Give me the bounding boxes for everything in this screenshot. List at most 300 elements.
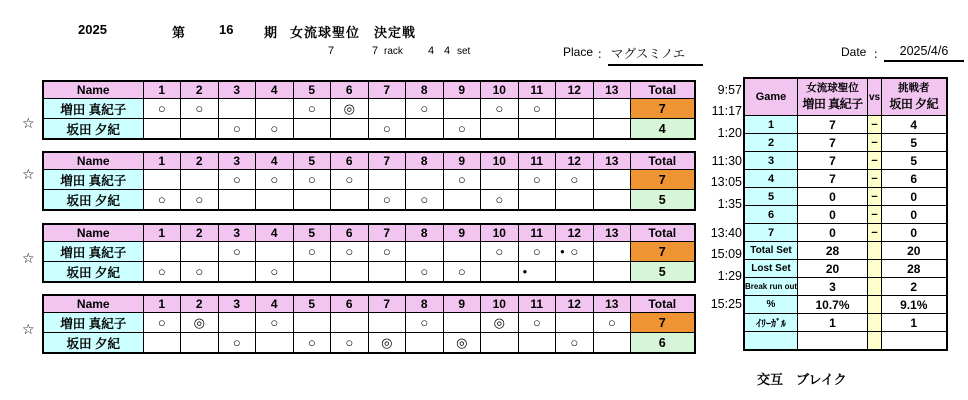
rack-result-cell <box>443 119 481 140</box>
rack-column-header: 8 <box>406 295 444 313</box>
rack-result-cell <box>331 190 369 211</box>
rack-result-cell <box>256 333 294 354</box>
rack-result-cell <box>368 119 406 140</box>
rack-result-cell <box>293 119 331 140</box>
rack-column-header: 2 <box>181 224 219 242</box>
date-value: 2025/4/6 <box>884 44 964 62</box>
set-total-cell: 7 <box>631 170 695 190</box>
rack-column-header: 5 <box>293 81 331 99</box>
rack-column-header: 5 <box>293 152 331 170</box>
rack-column-header: 12 <box>556 295 594 313</box>
rack-result-cell <box>443 313 481 333</box>
player-name-cell: 増田 真紀子 <box>43 99 143 119</box>
rack-result-cell <box>181 242 219 262</box>
rack-result-cell <box>518 119 556 140</box>
champion-score-cell: 7 <box>798 134 868 152</box>
rack-result-cell <box>518 170 556 190</box>
rack-result-cell <box>143 190 181 211</box>
total-column-header: Total <box>631 224 695 242</box>
set-number-1: 4 <box>428 45 435 57</box>
rack-result-cell <box>293 170 331 190</box>
rack-win-icon: ○ <box>495 192 504 207</box>
set-number-2: 4 <box>444 45 451 57</box>
rack-win-icon: ○ <box>270 172 279 187</box>
stat-label-cell: Total Set <box>744 242 798 260</box>
rack-result-cell <box>593 190 631 211</box>
rack-column-header: 11 <box>518 224 556 242</box>
rack-win-icon: ○ <box>532 315 541 330</box>
rack-column-header: 6 <box>331 295 369 313</box>
set-total-cell: 7 <box>631 99 695 119</box>
rack-result-cell <box>406 262 444 283</box>
rack-column-header: 5 <box>293 295 331 313</box>
rack-column-header: 3 <box>218 295 256 313</box>
rack-win-icon: ○ <box>307 172 316 187</box>
rack-result-cell <box>556 170 594 190</box>
player-row <box>43 170 695 190</box>
rack-result-cell <box>181 99 219 119</box>
vs-filler-cell <box>868 296 882 314</box>
challenger-score-cell: 0 <box>882 188 947 206</box>
rack-win-icon: ○ <box>232 335 241 350</box>
rack-win-icon: ○ <box>157 264 166 279</box>
rack-result-cell <box>406 242 444 262</box>
rack-result-cell <box>218 170 256 190</box>
rack-win-icon: ○ <box>532 172 541 187</box>
name-column-header: Name <box>43 295 143 313</box>
time-value: 13:40 <box>710 226 742 240</box>
total-column-header: Total <box>631 295 695 313</box>
summary-stat-row <box>744 296 947 314</box>
rack-result-cell <box>218 313 256 333</box>
rack-result-cell <box>181 190 219 211</box>
rack-column-header: 8 <box>406 152 444 170</box>
champion-stat-cell: 28 <box>798 242 868 260</box>
rack-column-header: 7 <box>368 152 406 170</box>
rack-result-cell <box>406 313 444 333</box>
rack-win-icon: ○ <box>532 101 541 116</box>
player-name-cell: 増田 真紀子 <box>43 313 143 333</box>
rack-result-cell <box>331 262 369 283</box>
champion-stat-cell: 10.7% <box>798 296 868 314</box>
set-times <box>698 294 742 314</box>
rack-win-icon: ○ <box>457 172 466 187</box>
rack-win-icon: ○ <box>607 315 616 330</box>
game-number-cell: 1 <box>744 116 798 134</box>
rack-column-header: 10 <box>481 81 519 99</box>
rack-result-cell <box>556 190 594 211</box>
rack-column-header: 10 <box>481 152 519 170</box>
dot-marker-icon: ● <box>522 266 528 276</box>
rack-column-header: 8 <box>406 224 444 242</box>
rack-result-cell <box>556 242 594 262</box>
rack-column-header: 2 <box>181 152 219 170</box>
break-format-note: 交互 ブレイク <box>757 372 847 387</box>
rack-column-header: 9 <box>443 152 481 170</box>
player-name-cell: 増田 真紀子 <box>43 242 143 262</box>
time-value: 1:35 <box>717 197 742 211</box>
set-total-cell: 5 <box>631 190 695 211</box>
challenger-stat-cell: 20 <box>882 242 947 260</box>
rack-result-cell <box>293 313 331 333</box>
rack-win-icon: ○ <box>345 335 354 350</box>
break-star-icon: ☆ <box>22 166 35 182</box>
rack-result-cell <box>593 313 631 333</box>
rack-result-cell <box>406 170 444 190</box>
rack-column-header: 7 <box>368 81 406 99</box>
player-row <box>43 333 695 354</box>
game-number-cell: 5 <box>744 188 798 206</box>
rack-result-cell <box>256 242 294 262</box>
event-title: 女流球聖位 決定戦 <box>290 25 417 40</box>
rack-win-icon: ○ <box>345 244 354 259</box>
rack-win-icon: ○ <box>232 121 241 136</box>
rack-win-icon: ○ <box>307 244 316 259</box>
stat-label-cell: Break run out <box>744 278 798 296</box>
rack-column-header: 6 <box>331 224 369 242</box>
rack-result-cell <box>331 242 369 262</box>
player-row <box>43 262 695 283</box>
champion-score-cell: 0 <box>798 188 868 206</box>
rack-result-cell <box>481 313 519 333</box>
rack-column-header: 4 <box>256 224 294 242</box>
date-label: Date <box>841 45 867 59</box>
rack-win-icon: ○ <box>570 244 579 259</box>
rack-column-header: 10 <box>481 295 519 313</box>
rack-win-icon: ○ <box>420 264 429 279</box>
rack-result-cell <box>181 313 219 333</box>
rack-win-icon: ○ <box>232 172 241 187</box>
date-colon: ： <box>873 47 886 61</box>
rack-result-cell <box>443 170 481 190</box>
period-number: 16 <box>219 22 234 37</box>
champion-stat-cell: 3 <box>798 278 868 296</box>
break-run-out-icon: ◎ <box>343 100 355 116</box>
rack-result-cell <box>556 262 594 283</box>
summary-game-row <box>744 206 947 224</box>
place-label: Place <box>563 45 594 59</box>
rack-column-header: 9 <box>443 224 481 242</box>
set-total-cell: 5 <box>631 262 695 283</box>
rack-result-cell <box>218 242 256 262</box>
vs-filler-cell <box>868 278 882 296</box>
rack-win-icon: ○ <box>157 315 166 330</box>
champion-stat-cell: 20 <box>798 260 868 278</box>
rack-result-cell <box>331 333 369 354</box>
rack-column-header: 1 <box>143 224 181 242</box>
rack-result-cell <box>256 262 294 283</box>
game-number-cell: 2 <box>744 134 798 152</box>
rack-column-header: 12 <box>556 152 594 170</box>
rack-column-header: 6 <box>331 152 369 170</box>
rack-result-cell <box>518 313 556 333</box>
rack-column-header: 9 <box>443 81 481 99</box>
game-column-header: Game <box>744 78 798 116</box>
rack-result-cell <box>293 262 331 283</box>
rack-column-header: 13 <box>593 81 631 99</box>
champion-score-cell: 7 <box>798 152 868 170</box>
rack-result-cell <box>443 99 481 119</box>
rack-column-header: 1 <box>143 81 181 99</box>
rack-win-icon: ○ <box>495 244 504 259</box>
player-name-cell: 坂田 夕紀 <box>43 190 143 211</box>
rack-result-cell <box>368 242 406 262</box>
set-header-row <box>43 295 695 313</box>
rack-win-icon: ○ <box>570 335 579 350</box>
stat-label-cell <box>744 332 798 351</box>
summary-game-row <box>744 134 947 152</box>
rack-result-cell <box>368 313 406 333</box>
rack-result-cell <box>256 313 294 333</box>
summary-game-row <box>744 152 947 170</box>
vs-dash-cell: − <box>868 206 882 224</box>
champion-title: 女流球聖位 <box>806 82 859 94</box>
rack-result-cell <box>518 333 556 354</box>
rack-win-icon: ○ <box>382 192 391 207</box>
rack-result-cell <box>593 242 631 262</box>
champion-stat-cell: 1 <box>798 314 868 332</box>
rack-result-cell <box>481 262 519 283</box>
challenger-stat-cell <box>882 332 947 351</box>
rack-result-cell <box>293 242 331 262</box>
stat-label-cell: Lost Set <box>744 260 798 278</box>
rack-column-header: 7 <box>368 224 406 242</box>
vs-dash-cell: − <box>868 152 882 170</box>
rack-result-cell <box>218 262 256 283</box>
vs-dash-cell: − <box>868 188 882 206</box>
rack-column-header: 13 <box>593 224 631 242</box>
rack-result-cell <box>406 333 444 354</box>
challenger-stat-cell: 1 <box>882 314 947 332</box>
set-table-3 <box>42 223 696 283</box>
set-label: set <box>457 46 471 57</box>
name-column-header: Name <box>43 152 143 170</box>
rack-result-cell <box>556 119 594 140</box>
rack-column-header: 8 <box>406 81 444 99</box>
challenger-score-cell: 0 <box>882 206 947 224</box>
vs-filler-cell <box>868 260 882 278</box>
break-star-icon: ☆ <box>22 250 35 266</box>
champion-name: 増田 真紀子 <box>802 97 863 111</box>
rack-result-cell <box>143 170 181 190</box>
champion-score-cell: 0 <box>798 224 868 242</box>
player-name-cell: 坂田 夕紀 <box>43 262 143 283</box>
break-run-out-icon: ◎ <box>381 334 393 350</box>
summary-game-row <box>744 170 947 188</box>
summary-header-row <box>744 78 947 116</box>
year-text: 2025 <box>78 22 107 37</box>
break-star-icon: ☆ <box>22 115 35 131</box>
set-times <box>698 151 742 215</box>
rack-result-cell <box>481 170 519 190</box>
rack-result-cell <box>256 99 294 119</box>
time-value: 9:57 <box>717 83 742 97</box>
player-name-cell: 増田 真紀子 <box>43 170 143 190</box>
time-value: 11:17 <box>711 104 742 118</box>
vs-filler-cell <box>868 332 882 351</box>
rack-result-cell <box>481 333 519 354</box>
rack-result-cell <box>593 262 631 283</box>
rack-column-header: 13 <box>593 295 631 313</box>
rack-result-cell <box>293 333 331 354</box>
summary-game-row <box>744 224 947 242</box>
summary-stat-row <box>744 278 947 296</box>
rack-column-header: 11 <box>518 295 556 313</box>
rack-column-header: 1 <box>143 152 181 170</box>
champion-stat-cell <box>798 332 868 351</box>
rack-result-cell <box>481 119 519 140</box>
rack-result-cell <box>293 190 331 211</box>
time-value: 1:20 <box>717 126 742 140</box>
player-name-cell: 坂田 夕紀 <box>43 333 143 354</box>
rack-result-cell <box>218 119 256 140</box>
rack-result-cell <box>143 333 181 354</box>
rack-result-cell <box>143 99 181 119</box>
rack-result-cell <box>481 242 519 262</box>
challenger-column-header <box>882 78 947 116</box>
summary-stat-row <box>744 242 947 260</box>
rack-win-icon: ○ <box>307 101 316 116</box>
rack-win-icon: ○ <box>457 121 466 136</box>
player-row <box>43 99 695 119</box>
vs-filler-cell <box>868 242 882 260</box>
summary-stat-row <box>744 314 947 332</box>
stat-label-cell: ｲﾘｰｶﾞﾙ <box>744 314 798 332</box>
rack-result-cell <box>181 333 219 354</box>
rack-result-cell <box>518 242 556 262</box>
challenger-score-cell: 5 <box>882 152 947 170</box>
rack-column-header: 6 <box>331 81 369 99</box>
challenger-score-cell: 0 <box>882 224 947 242</box>
time-value: 13:05 <box>710 175 742 189</box>
rack-result-cell <box>556 99 594 119</box>
time-value: 15:09 <box>710 247 742 261</box>
rack-win-icon: ○ <box>270 264 279 279</box>
vs-dash-cell: − <box>868 116 882 134</box>
player-name-cell: 坂田 夕紀 <box>43 119 143 140</box>
rack-result-cell <box>593 119 631 140</box>
vs-column-header: vs <box>868 78 882 116</box>
rack-column-header: 4 <box>256 81 294 99</box>
rack-column-header: 2 <box>181 81 219 99</box>
challenger-score-cell: 5 <box>882 134 947 152</box>
rack-result-cell <box>556 313 594 333</box>
ki-text: 期 <box>264 25 278 40</box>
rack-result-cell <box>331 313 369 333</box>
game-number-cell: 3 <box>744 152 798 170</box>
set-header-row <box>43 81 695 99</box>
challenger-stat-cell: 2 <box>882 278 947 296</box>
game-number-cell: 4 <box>744 170 798 188</box>
total-column-header: Total <box>631 81 695 99</box>
rack-win-icon: ○ <box>157 192 166 207</box>
race-number-1: 7 <box>328 45 335 57</box>
champion-column-header <box>798 78 868 116</box>
rack-win-icon: ○ <box>382 244 391 259</box>
challenger-stat-cell: 9.1% <box>882 296 947 314</box>
rack-result-cell <box>331 99 369 119</box>
summary-game-row <box>744 116 947 134</box>
set-table-2 <box>42 151 696 211</box>
rack-win-icon: ○ <box>195 101 204 116</box>
rack-column-header: 3 <box>218 224 256 242</box>
rack-result-cell <box>256 190 294 211</box>
rack-result-cell <box>331 170 369 190</box>
rack-win-icon: ○ <box>195 264 204 279</box>
rack-win-icon: ○ <box>570 172 579 187</box>
place-colon: ： <box>597 47 610 61</box>
vs-dash-cell: − <box>868 170 882 188</box>
rack-column-header: 2 <box>181 295 219 313</box>
rack-result-cell <box>368 262 406 283</box>
rack-result-cell <box>256 119 294 140</box>
rack-win-icon: ○ <box>157 101 166 116</box>
rack-column-header: 5 <box>293 224 331 242</box>
set-total-cell: 6 <box>631 333 695 354</box>
rack-result-cell <box>443 333 481 354</box>
total-column-header: Total <box>631 152 695 170</box>
rack-win-icon: ○ <box>495 101 504 116</box>
rack-result-cell <box>368 170 406 190</box>
time-value: 11:30 <box>711 154 742 168</box>
set-total-cell: 7 <box>631 313 695 333</box>
stat-label-cell: % <box>744 296 798 314</box>
vs-dash-cell: − <box>868 134 882 152</box>
rack-result-cell <box>218 99 256 119</box>
time-value: 1:29 <box>717 269 742 283</box>
rack-column-header: 11 <box>518 152 556 170</box>
rack-column-header: 7 <box>368 295 406 313</box>
rack-result-cell <box>218 190 256 211</box>
name-column-header: Name <box>43 224 143 242</box>
name-column-header: Name <box>43 81 143 99</box>
rack-result-cell <box>368 190 406 211</box>
rack-column-header: 4 <box>256 295 294 313</box>
rack-column-header: 9 <box>443 295 481 313</box>
challenger-score-cell: 4 <box>882 116 947 134</box>
rack-result-cell <box>143 119 181 140</box>
dot-marker-icon: ● <box>560 246 565 256</box>
summary-stat-row <box>744 332 947 351</box>
rack-result-cell <box>181 119 219 140</box>
rack-result-cell <box>218 333 256 354</box>
rack-result-cell <box>443 190 481 211</box>
challenger-score-cell: 6 <box>882 170 947 188</box>
place-value: マグスミノエ <box>608 44 703 66</box>
rack-label: rack <box>384 46 403 57</box>
rack-result-cell <box>143 242 181 262</box>
rack-result-cell <box>481 99 519 119</box>
set-table-4 <box>42 294 696 354</box>
champion-score-cell: 7 <box>798 116 868 134</box>
game-number-cell: 6 <box>744 206 798 224</box>
summary-game-row <box>744 188 947 206</box>
rack-column-header: 3 <box>218 152 256 170</box>
rack-column-header: 4 <box>256 152 294 170</box>
rack-column-header: 12 <box>556 81 594 99</box>
rack-result-cell <box>593 333 631 354</box>
vs-filler-cell <box>868 314 882 332</box>
set-times <box>698 223 742 287</box>
break-star-icon: ☆ <box>22 321 35 337</box>
rack-result-cell <box>181 170 219 190</box>
set-table-1 <box>42 80 696 140</box>
rack-result-cell <box>406 99 444 119</box>
rack-result-cell <box>293 99 331 119</box>
rack-column-header: 13 <box>593 152 631 170</box>
rack-column-header: 12 <box>556 224 594 242</box>
rack-result-cell <box>518 190 556 211</box>
